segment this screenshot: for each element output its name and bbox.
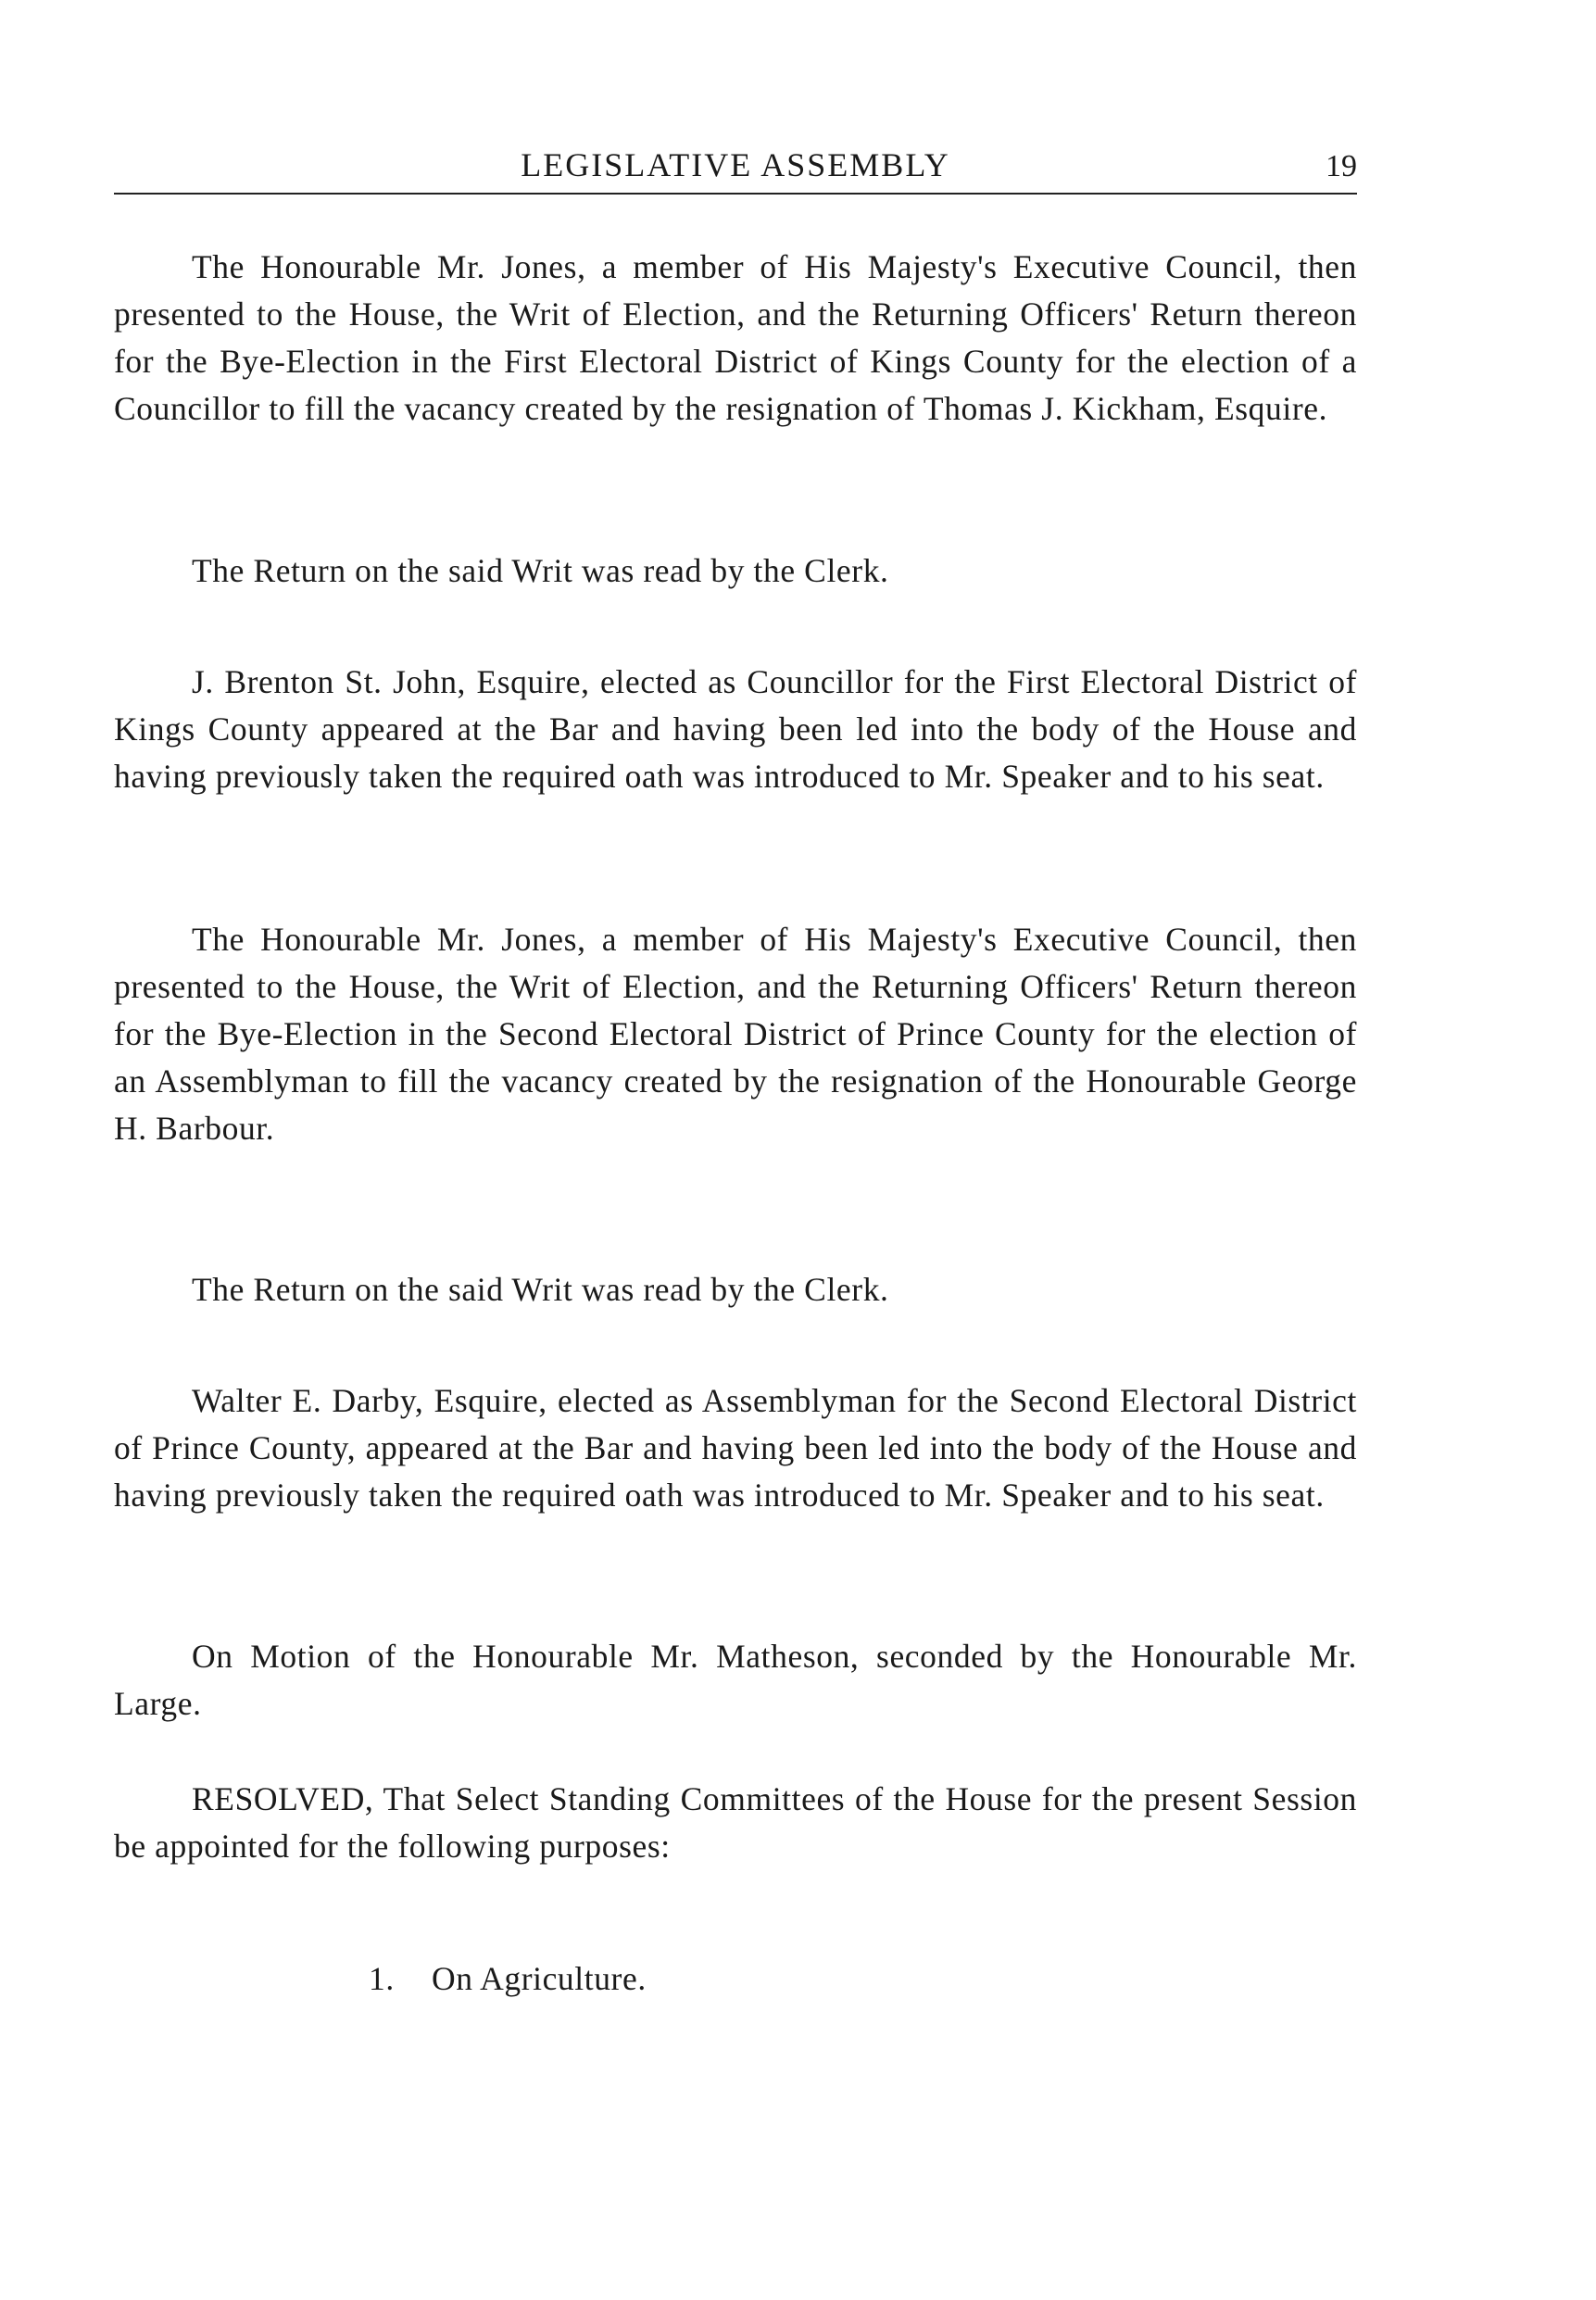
paragraph-writ-prince: The Honourable Mr. Jones, a member of His Majesty's Executive Council, then presented to the House, the Writ of Election, and the Returning Officers' Return thereon for the Bye-Election in the Second Electoral District of Prince County for the election of an Assemblyman to fill the vacancy created by the resignation of the Honourable George H. Barbour. (114, 921, 1357, 1147)
list-item (369, 1955, 647, 2003)
page-header (114, 141, 1357, 195)
paragraph-councillor-seated: J. Brenton St. John, Esquire, elected as Councillor for the First Electoral District of Kings County appeared at the Bar and having been led into the body of the House and having previously taken the required oath was introduced to Mr. Speaker and to his seat. (114, 663, 1357, 795)
paragraph-writ-kings: The Honourable Mr. Jones, a member of His Majesty's Executive Council, then presented to the House, the Writ of Election, and the Returning Officers' Return thereon for the Bye-Election in the First Electoral District of Kings County for the election of a Councillor to fill the vacancy created by the resignation of Thomas J. Kickham, Esquire. (114, 248, 1357, 427)
list-item-text: On Agriculture. (432, 1960, 647, 1997)
paragraph-assemblyman-seated: Walter E. Darby, Esquire, elected as Assemblyman for the Second Electoral District of Prince County, appeared at the Bar and having been led into the body of the House and having previously taken the required oath was introduced to Mr. Speaker and to his seat. (114, 1382, 1357, 1514)
running-title: LEGISLATIVE ASSEMBLY (521, 146, 950, 183)
paragraph-resolved: RESOLVED, That Select Standing Committees of the House for the present Session be appointed for the following purposes: (114, 1780, 1357, 1865)
paragraph-motion: On Motion of the Honourable Mr. Matheson, seconded by the Honourable Mr. Large. (114, 1638, 1357, 1722)
list-item-number: 1. (369, 1960, 395, 1997)
paragraph-return-read-1: The Return on the said Writ was read by the Clerk. (192, 552, 889, 589)
paragraph-return-read-2: The Return on the said Writ was read by the Clerk. (192, 1271, 889, 1308)
page-number: 19 (1326, 149, 1357, 183)
